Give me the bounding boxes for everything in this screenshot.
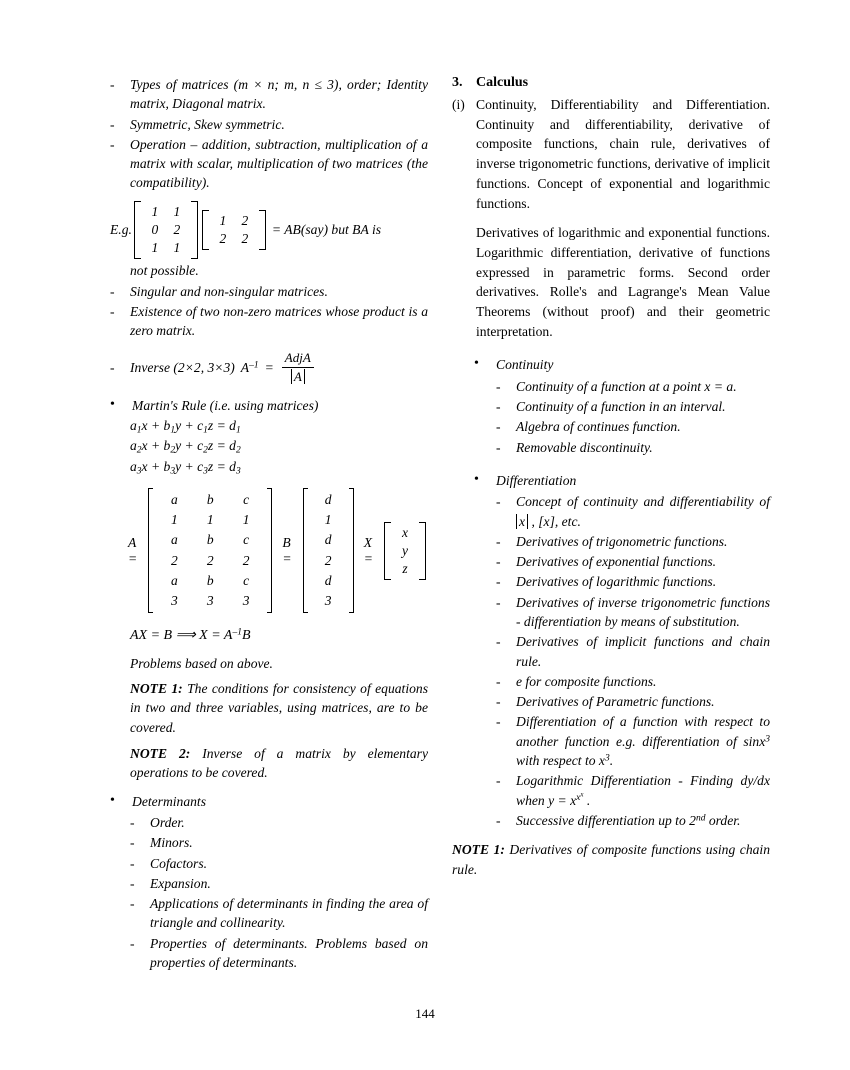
- inverse-symbol: $A^{-1}$: [240, 359, 259, 375]
- section-title: Calculus: [476, 75, 529, 90]
- list-item-text: Concept of continuity and differentiability of x , [x], etc.: [516, 494, 770, 529]
- list-item-text: Derivatives of implicit functions and chain rule.: [516, 634, 770, 669]
- subsection-i: [452, 95, 770, 213]
- list-item: [496, 438, 770, 457]
- fraction-denominator: A: [282, 367, 314, 386]
- list-item: [110, 75, 428, 114]
- dash-marker: -: [496, 694, 501, 710]
- list-item-text: Properties of determinants. Problems based on properties of determinants.: [150, 935, 428, 970]
- cell: y: [402, 542, 408, 558]
- list-item-text: Singular and non-singular matrices.: [130, 283, 328, 299]
- right-note-1-text: Derivatives of composite functions using chain rule.: [452, 842, 770, 877]
- list-item: [496, 397, 770, 416]
- cell: z: [402, 560, 408, 576]
- example-equation: [110, 201, 428, 259]
- list-item: [496, 632, 770, 671]
- bracket-right: [267, 488, 272, 613]
- bracket-right: [349, 488, 354, 613]
- list-item: [130, 833, 428, 852]
- matrix-X-cells: [391, 522, 419, 580]
- determinants-title: Determinants: [132, 793, 207, 809]
- dash-marker: -: [496, 574, 501, 590]
- list-item: [496, 771, 770, 810]
- list-item-text: Removable discontinuity.: [516, 439, 653, 455]
- note-1: [130, 679, 428, 737]
- list-item-text: Symmetric, Skew symmetric.: [130, 116, 285, 132]
- list-item: [130, 934, 428, 973]
- matrix-B: [303, 488, 354, 613]
- spacer: [452, 223, 476, 341]
- list-item-text: Applications of determinants in finding the area of triangle and collinearity.: [150, 896, 428, 931]
- list-item-text: Derivatives of trigonometric functions.: [516, 533, 728, 549]
- dash-marker: -: [110, 77, 115, 92]
- list-item-text: Minors.: [150, 835, 193, 851]
- bullet-determinants: [110, 792, 428, 811]
- cell: 2: [241, 212, 249, 228]
- subsection-i-para2: [452, 223, 770, 341]
- bracket-left: [134, 201, 141, 259]
- dash-marker: -: [496, 399, 501, 415]
- section-heading: [452, 75, 770, 91]
- matrix-a: [134, 201, 198, 259]
- list-item: [496, 552, 770, 571]
- problems-line: Problems based on above.: [130, 656, 273, 672]
- dash-marker: -: [496, 439, 501, 455]
- determinants-list: [130, 813, 428, 972]
- dash-marker: -: [496, 378, 501, 394]
- matrix-A-cells: a1 b1 c1 a2 b2 c2 a3 b3 c3: [170, 492, 250, 609]
- matrix-b-cells: [209, 210, 259, 250]
- subsection-marker: (i): [452, 97, 465, 112]
- subsection-paragraph: Continuity, Differentiability and Differentiation. Continuity and differentiability, derivative of composite functions, chain rule, derivatives of inverse trigonometric functions, derivative of implicit functions. Concept of exponential and logarithmic functions.: [476, 97, 770, 211]
- list-item-text: Derivatives of Parametric functions.: [516, 694, 715, 710]
- list-item-text: Derivatives of inverse trigonometric functions - differentiation by means of substitution.: [516, 594, 770, 629]
- list-item: [110, 115, 428, 134]
- dash-marker: -: [130, 896, 135, 912]
- dash-marker: -: [130, 814, 135, 830]
- inverse-formula-row: [110, 349, 428, 387]
- matrix-X: [384, 522, 426, 580]
- list-item-text: Continuity of a function at a point x = a.: [516, 378, 737, 394]
- bracket-right: [419, 522, 426, 580]
- list-item-text: Existence of two non-zero matrices whose product is a zero matrix.: [130, 304, 428, 339]
- note-1-label: NOTE 1:: [130, 681, 183, 697]
- martins-matrices-row: [128, 488, 428, 613]
- list-item-text: Derivatives of logarithmic functions.: [516, 574, 717, 590]
- list-item: [496, 492, 770, 531]
- martins-equation-3: $a_3x + b_3y + c_3z = d_3$: [130, 458, 241, 476]
- cell: 2: [173, 221, 181, 237]
- dash-marker: -: [496, 419, 501, 435]
- example-label: E.g.: [110, 221, 132, 237]
- list-item: [496, 712, 770, 770]
- matrix-b: [202, 210, 266, 250]
- list-item-text: Cofactors.: [150, 855, 208, 871]
- dash-marker: -: [130, 935, 135, 951]
- dash-marker: -: [110, 283, 115, 299]
- matrix-A: [148, 488, 272, 613]
- list-item: [110, 135, 428, 193]
- list-item: [496, 377, 770, 396]
- list-item-text: Operation – addition, subtraction, multiplication of a matrix with scalar, multiplication of two matrices (the compatibility).: [130, 136, 428, 191]
- list-item: [110, 282, 428, 301]
- list-item: [110, 302, 428, 341]
- bullet-icon: •: [474, 356, 479, 372]
- martins-equation-2: $a_2x + b_2y + c_2z = d_2$: [130, 438, 241, 456]
- matrix-a-cells: [141, 201, 191, 259]
- list-item-text: e for composite functions.: [516, 673, 657, 689]
- note-2-label: NOTE 2:: [130, 746, 191, 762]
- cell: 1: [151, 239, 159, 255]
- left-column: [110, 75, 428, 973]
- cell: 0: [151, 221, 159, 237]
- cell: 1: [151, 203, 159, 219]
- list-item-text: Derivatives of exponential functions.: [516, 554, 717, 570]
- page-number: 144: [415, 1006, 435, 1021]
- two-column-body: [110, 75, 770, 973]
- subsection-paragraph: Derivatives of logarithmic and exponential functions. Logarithmic differentiation, derivative of functions expressed in parametric forms. Second order derivatives. Rolle's and Lagrange's Mean Value Theorems (without proof) and their geometric interpretation.: [476, 225, 770, 339]
- martins-equation-1: $a_1x + b_1y + c_1z = d_1$: [130, 417, 241, 436]
- bullet-continuity: [474, 355, 770, 374]
- dash-marker: -: [130, 855, 135, 871]
- dash-marker: -: [110, 304, 115, 320]
- equals-sign: =: [264, 359, 274, 375]
- bullet-icon: •: [110, 396, 115, 412]
- matrix-X-label: X =: [363, 534, 373, 566]
- right-note-1-label: NOTE 1:: [452, 842, 505, 858]
- final-equation: AX = B ⟹ $X = A^{-1}B$: [130, 627, 251, 644]
- dash-marker: -: [496, 773, 501, 789]
- inverse-formula: [130, 349, 428, 387]
- list-item-text: Continuity of a function in an interval.: [516, 399, 726, 415]
- dash-marker: -: [496, 812, 501, 828]
- bracket-left: [202, 210, 209, 250]
- note-2: [130, 744, 428, 783]
- list-item-text: Order.: [150, 814, 185, 830]
- bracket-left: [384, 522, 391, 580]
- list-item: [130, 874, 428, 893]
- example-result: = AB(say) but BA is: [271, 221, 382, 237]
- example-continuation: not possible.: [130, 262, 199, 278]
- right-note-1: [452, 840, 770, 879]
- martins-rule-title: Martin's Rule (i.e. using matrices): [132, 397, 319, 413]
- differentiation-title: Differentiation: [496, 472, 577, 488]
- dash-marker: -: [130, 875, 135, 891]
- cell: 2: [241, 230, 249, 246]
- inverse-fraction: [282, 349, 314, 387]
- dash-marker: -: [496, 554, 501, 570]
- right-column: [452, 75, 770, 973]
- dash-marker: -: [496, 594, 501, 610]
- bullet-icon: •: [110, 792, 115, 808]
- dash-marker: -: [496, 714, 501, 730]
- list-item: [496, 672, 770, 691]
- dash-marker: -: [496, 494, 501, 510]
- list-item: [130, 854, 428, 873]
- matrix-A-label: A =: [128, 534, 138, 566]
- bracket-right: [259, 210, 266, 250]
- differentiation-list: [496, 492, 770, 830]
- dash-marker: -: [110, 116, 115, 132]
- continuity-list: [496, 377, 770, 457]
- bullet-icon: •: [474, 471, 479, 487]
- list-item: [496, 692, 770, 711]
- cell: 1: [219, 212, 227, 228]
- list-item-text: Logarithmic Differentiation - Finding dy/dx when $y = x^{x^x}$ .: [516, 773, 770, 808]
- inverse-prefix: Inverse (2×2, 3×3): [130, 359, 235, 375]
- list-item: [130, 894, 428, 933]
- dash-marker: -: [130, 835, 135, 851]
- matrix-B-cells: d1 d2 d3: [324, 492, 332, 609]
- list-item: [130, 813, 428, 832]
- list-item: [496, 811, 770, 830]
- list-item: [496, 572, 770, 591]
- list-item-text: Algebra of continues function.: [516, 419, 681, 435]
- dash-marker: -: [496, 634, 501, 650]
- bullet-martins-rule: [110, 396, 428, 415]
- continuity-title: Continuity: [496, 357, 554, 373]
- fraction-numerator: AdjA: [284, 349, 311, 365]
- list-item: [496, 417, 770, 436]
- dash-marker: -: [496, 533, 501, 549]
- list-item: [496, 593, 770, 632]
- section-number: 3.: [452, 75, 463, 90]
- list-item-text: Successive differentiation up to 2nd order.: [516, 812, 741, 828]
- bracket-right: [191, 201, 198, 259]
- cell: 1: [173, 239, 181, 255]
- cell: 1: [173, 203, 181, 219]
- cell: 2: [219, 230, 227, 246]
- note-1-text: The conditions for consistency of equations in two and three variables, using matrices, are to be covered.: [130, 681, 428, 735]
- bullet-differentiation: [474, 471, 770, 490]
- note-2-text: Inverse of a matrix by elementary operations to be covered.: [130, 746, 428, 781]
- list-item-text: Expansion.: [150, 875, 211, 891]
- cell: x: [402, 524, 408, 540]
- dash-marker: -: [110, 359, 115, 375]
- dash-marker: -: [110, 136, 115, 152]
- list-item: [496, 532, 770, 551]
- list-item-text: Differentiation of a function with respect to another function e.g. differentiation of sinx$^3$ with respect to $x^3$.: [516, 714, 770, 769]
- list-item-text: Types of matrices (m × n; m, n ≤ 3), order; Identity matrix, Diagonal matrix.: [130, 77, 428, 112]
- dash-marker: -: [496, 673, 501, 689]
- matrix-B-label: B =: [282, 534, 292, 566]
